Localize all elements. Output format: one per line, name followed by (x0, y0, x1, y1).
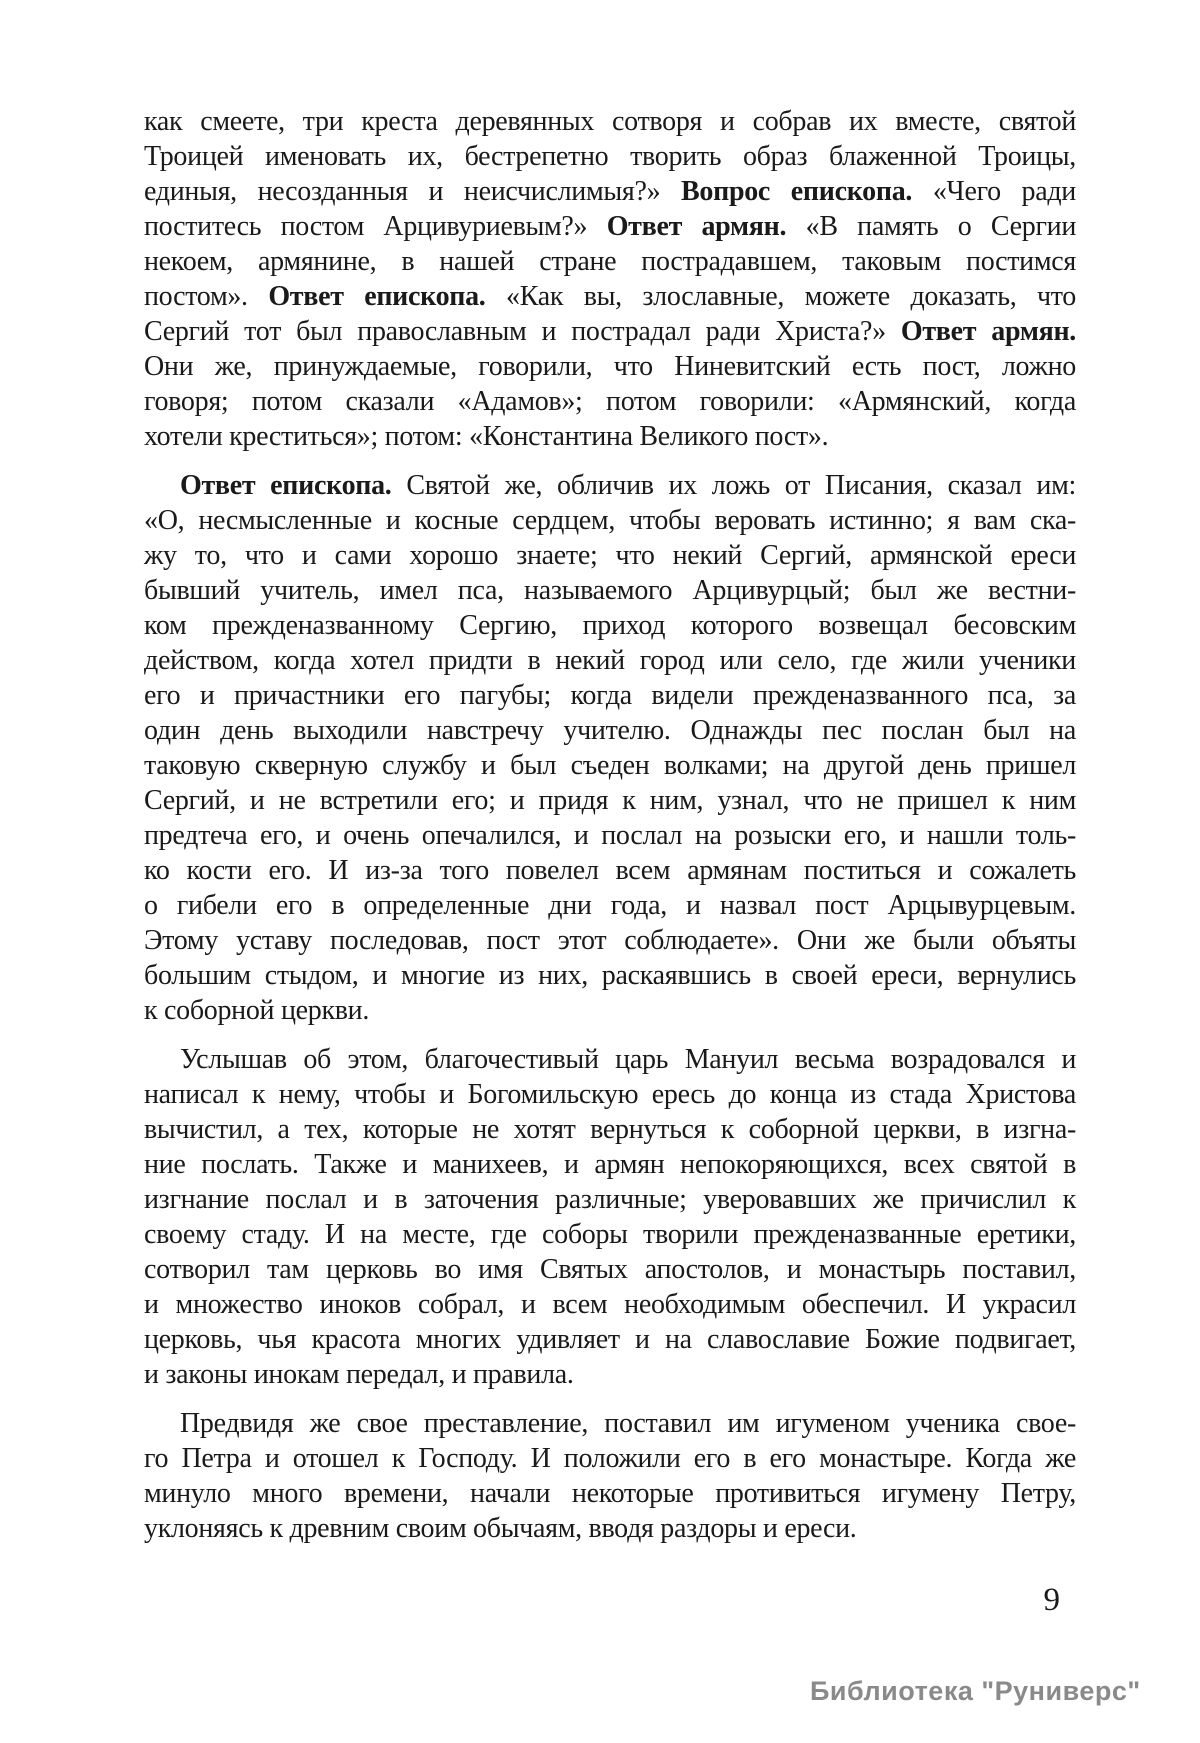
text-line (144, 713, 1076, 748)
paragraph (144, 104, 1076, 454)
text-line (144, 818, 1076, 853)
text-run: таковую скверную службу и был съеден волками; на другой день пришел (144, 750, 1076, 781)
text-run: и законы инокам передал, и правила. (144, 1359, 574, 1390)
text-run: как смеете, три креста деревянных сотворя и собрав их вместе, святой (144, 106, 1076, 137)
text-line (144, 748, 1076, 783)
bold-text-run: Ответ армян. (606, 211, 787, 242)
text-line (144, 1182, 1076, 1217)
text-run: поститесь постом Арцивуриевым?» (144, 211, 607, 242)
text-run: говоря; потом сказали «Адамов»; потом говорили: «Армянский, когда (144, 386, 1076, 417)
text-line (144, 993, 1076, 1028)
text-line (144, 1147, 1076, 1182)
text-run: «Чего ради (912, 176, 1076, 207)
text-run: минуло много времени, начали некоторые противиться игумену Петру, (144, 1478, 1076, 1509)
text-run: вычистил, а тех, которые не хотят вернуться к соборной церкви, в изгна- (144, 1114, 1076, 1145)
text-run: церковь, чья красота многих удивляет и на славославие Божие подвигает, (144, 1324, 1076, 1355)
text-run: Услышав об этом, благочестивый царь Мануил весьма возрадовался и (180, 1044, 1076, 1075)
text-run: Они же, принуждаемые, говорили, что Ниневитский есть пост, ложно (144, 351, 1076, 382)
text-line (144, 139, 1076, 174)
text-line (144, 923, 1076, 958)
text-run: предтеча его, и очень опечалился, и послал на розыски его, и нашли толь- (144, 820, 1076, 851)
text-run: действом, когда хотел придти в некий город или село, где жили ученики (144, 645, 1076, 676)
text-line (144, 1252, 1076, 1287)
text-line (144, 1511, 1076, 1546)
text-run: бывший учитель, имел пса, называемого Арцивурцый; был же вестни- (144, 575, 1076, 606)
page-text (144, 104, 1076, 1560)
text-run: Предвидя же свое преставление, поставил им игуменом ученика свое- (180, 1408, 1076, 1439)
text-run: к соборной церкви. (144, 995, 370, 1026)
text-line (144, 174, 1076, 209)
text-line (144, 1217, 1076, 1252)
text-run: Сергий, и не встретили его; и придя к ним, узнал, что не пришел к ним (144, 785, 1076, 816)
text-run: постом». (144, 281, 269, 312)
text-run: жу то, что и сами хорошо знаете; что некий Сергий, армянской ереси (144, 540, 1076, 571)
text-line (144, 279, 1076, 314)
bold-text-run: Ответ армян. (900, 316, 1076, 347)
text-line (144, 314, 1076, 349)
bold-text-run: Вопрос епископа. (681, 176, 913, 207)
text-run: единыя, несозданныя и неисчислимыя?» (144, 176, 682, 207)
text-run: Святой же, обличив их ложь от Писания, сказал им: (391, 470, 1076, 501)
bold-text-run: Ответ епископа. (180, 470, 392, 501)
text-line (144, 1476, 1076, 1511)
text-line (144, 678, 1076, 713)
text-run: Троицей именовать их, бестрепетно творить образ блаженной Троицы, (144, 141, 1076, 172)
text-run: один день выходили навстречу учителю. Однажды пес послан был на (144, 715, 1076, 746)
text-line (144, 958, 1076, 993)
text-run: Сергий тот был православным и пострадал ради Христа?» (144, 316, 901, 347)
text-line (144, 573, 1076, 608)
text-line (144, 384, 1076, 419)
text-line (144, 1077, 1076, 1112)
text-line (144, 783, 1076, 818)
text-line (144, 1441, 1076, 1476)
text-run: ко кости его. И из-за того повелел всем армянам поститься и сожалеть (144, 855, 1076, 886)
text-line (144, 104, 1076, 139)
text-line (144, 853, 1076, 888)
text-run: ние послать. Также и манихеев, и армян непокоряющихся, всех святой в (144, 1149, 1076, 1180)
text-run: сотворил там церковь во имя Святых апостолов, и монастырь поставил, (144, 1254, 1076, 1285)
text-run: большим стыдом, и многие из них, раскаявшись в своей ереси, вернулись (144, 960, 1076, 991)
text-run: его и причастники его пагубы; когда видели прежденазванного пса, за (144, 680, 1076, 711)
text-run: написал к нему, чтобы и Богомильскую ересь до конца из стада Христова (144, 1079, 1076, 1110)
text-line (144, 468, 1076, 503)
text-line (144, 538, 1076, 573)
footer-watermark: Библиотека "Руниверс" (810, 1676, 1141, 1706)
text-line (144, 419, 1076, 454)
text-run: «Как вы, злославные, можете доказать, что (485, 281, 1076, 312)
text-run: хотели креститься»; потом: «Константина Великого пост». (144, 421, 829, 452)
text-run: ком прежденазванному Сергию, приход которого возвещал бесовским (144, 610, 1076, 641)
text-line (144, 244, 1076, 279)
paragraph (144, 1406, 1076, 1546)
text-line (144, 608, 1076, 643)
text-line (144, 1357, 1076, 1392)
text-run: о гибели его в определенные дни года, и назвал пост Арцывурцевым. (144, 890, 1076, 921)
text-run: некоем, армянине, в нашей стране пострадавшем, таковым постимся (144, 246, 1076, 277)
text-run: го Петра и отошел к Господу. И положили его в его монастыре. Когда же (144, 1443, 1076, 1474)
text-line (144, 1112, 1076, 1147)
text-run: и множество иноков собрал, и всем необходимым обеспечил. И украсил (144, 1289, 1076, 1320)
text-run: «О, несмысленные и косные сердцем, чтобы веровать истинно; я вам ска- (144, 505, 1076, 536)
paragraph (144, 468, 1076, 1028)
text-run: изгнание послал и в заточения различные; уверовавших же причислил к (144, 1184, 1076, 1215)
text-line (144, 643, 1076, 678)
text-line (144, 1042, 1076, 1077)
page-number: 9 (1043, 1582, 1060, 1618)
text-line (144, 888, 1076, 923)
text-run: своему стаду. И на месте, где соборы творили прежденазванные еретики, (144, 1219, 1076, 1250)
bold-text-run: Ответ епископа. (268, 281, 486, 312)
text-line (144, 503, 1076, 538)
text-line (144, 1287, 1076, 1322)
text-run: «В память о Сергии (786, 211, 1077, 242)
text-run: уклоняясь к древним своим обычаям, вводя раздоры и ереси. (144, 1513, 857, 1544)
text-line (144, 209, 1076, 244)
text-line (144, 1322, 1076, 1357)
text-run: Этому уставу последовав, пост этот соблюдаете». Они же были объяты (144, 925, 1076, 956)
text-line (144, 349, 1076, 384)
paragraph (144, 1042, 1076, 1392)
text-line (144, 1406, 1076, 1441)
